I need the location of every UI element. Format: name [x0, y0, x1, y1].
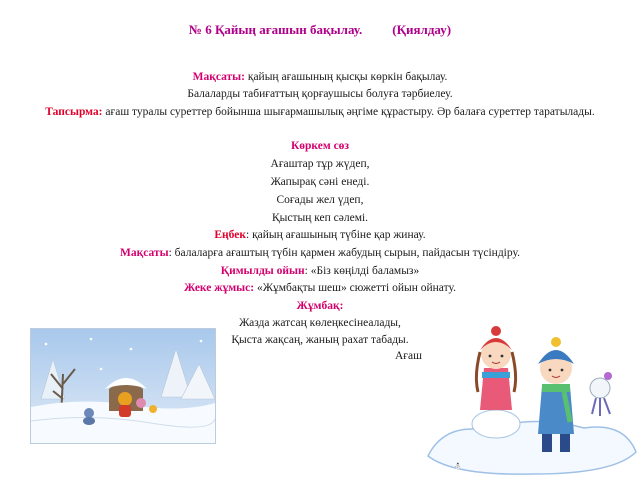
winter-scene-svg — [31, 329, 215, 443]
labor-line — [40, 228, 600, 243]
riddle-line: Қыста жақсаң, жаның рахат табады. — [231, 334, 409, 346]
game-label: Қимылды ойын — [220, 265, 305, 277]
task-label: Тапсырма: — [45, 106, 103, 118]
title-main: № 6 Қайың ағашын бақылау. — [188, 22, 363, 37]
riddle-line: Жазда жатсаң көлеңкесінеалады, — [239, 317, 401, 329]
title-sub: (Қиялдау) — [392, 22, 452, 37]
poem-line: Ағаштар тұр жүдеп, — [270, 158, 370, 170]
poem-line: Соғады жел үдеп, — [276, 194, 364, 206]
task-text: ағаш туралы суреттер бойынша шығармашылық әңгіме құрастыру. Әр балаға суреттер таратылады. — [102, 106, 595, 118]
purpose2-line — [40, 246, 600, 261]
game-line — [40, 264, 600, 279]
kids-snow-svg — [424, 306, 640, 480]
purpose-line — [40, 70, 600, 85]
svg-text:⛄: ⛄ — [454, 463, 462, 470]
labor-label: Еңбек — [214, 229, 246, 241]
individual-line — [40, 281, 600, 296]
page-title — [0, 22, 640, 38]
purpose-line-2: Балаларды табиғаттың қорғаушысы болуға тәрбиелеу. — [187, 88, 453, 100]
individual-text: «Жұмбақты шеш» сюжетті ойын ойнату. — [254, 282, 456, 294]
poem-line: Қыстың кеп сәлемі. — [271, 212, 369, 224]
task-line — [40, 105, 600, 120]
purpose-text: қайың ағашының қысқы көркін бақылау. — [244, 71, 448, 83]
labor-text: : қайың ағашының түбіне қар жинау. — [246, 229, 426, 241]
kids-snow-image — [424, 306, 640, 480]
riddle-answer: Ағаш — [395, 350, 422, 362]
purpose-label: Мақсаты: — [192, 71, 245, 83]
individual-label: Жеке жұмыс: — [184, 282, 255, 294]
winter-scene-image — [30, 328, 216, 444]
game-text: : «Біз көңілді баламыз» — [304, 265, 420, 277]
poem-line: Жапырақ сәні енеді. — [270, 176, 370, 188]
riddle-label: Жұмбақ: — [296, 300, 344, 312]
purpose2-label: Мақсаты — [120, 247, 169, 259]
purpose2-text: : балаларға ағаштың түбін қармен жабудың сырын, пайдасын түсіндіру. — [168, 247, 520, 259]
poem-label: Көркем сөз — [290, 140, 350, 152]
